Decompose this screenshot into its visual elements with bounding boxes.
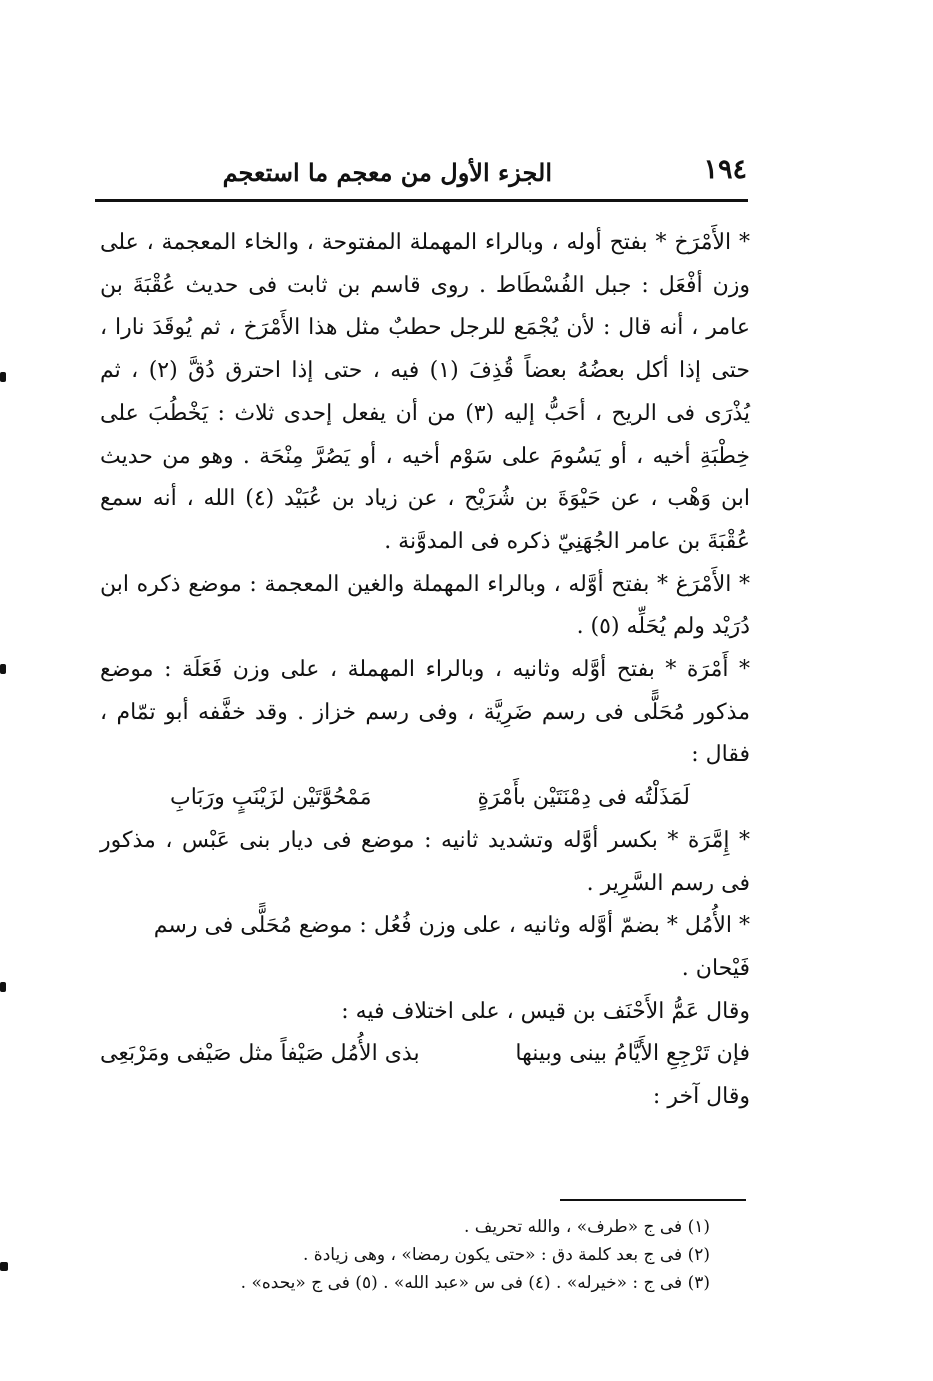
verse-hemistich-first: لَمَذَلْتُه فى دِمْنَتَيْن بأَمْرَةٍ bbox=[477, 785, 690, 811]
footnotes bbox=[180, 1213, 710, 1297]
footnote-rule bbox=[560, 1199, 746, 1201]
entry-amrakh: * الأَمْرَخ * بفتح أوله ، وبالراء المهملة المفتوحة ، والخاء المعجمة ، على وزن أفْعَل : جبل الفُسْطَاط . روى قاسم بن ثابت فى حديث عُقْبَةَ بن عامر ، أنه قال : لأن يُجْمَع للرجل حطبٌ مثل هذا الأَمْرَخ ، ثم يُوقَدَ نارا ، حتى إذا أكل بعضُهُ بعضاً قُذِفَ (١) فيه ، حتى إذا احترق دُقَّ (٢) ، ثم يُذْرَى فى الريح ، أحَبُّ إليه (٣) من أن يفعل إحدى ثلاث : يَخْطُبَ على خِطْبَةِ أخيه ، أو يَسُومَ على سَوْم أخيه ، أو يَصُرَّ مِنْحَة . وهو من حديث ابن وَهْب ، عن حَيْوَةَ بن شُرَيْح ، عن زياد بن عُبَيْد (٤) الله ، أنه سمع عُقْبَةَ بن عامر الجُهَنِيّ ذكره فى المدوَّنة . bbox=[100, 230, 750, 554]
scan-edge-mark bbox=[0, 664, 6, 674]
entry-umul: * الأُمُل * بضمّ أوَّله وثانيه ، على وزن فُعُل : موضع مُحَلًّى فى رسم فَيْحان . bbox=[153, 913, 750, 981]
scan-edge-mark bbox=[0, 372, 6, 382]
page-header bbox=[95, 152, 747, 196]
header-rule bbox=[95, 199, 748, 202]
scan-edge-mark bbox=[0, 1262, 8, 1271]
verse-line bbox=[100, 777, 750, 820]
footnote: (٣) فى ج : «خيرله» . (٤) فى س «عبد الله» . (٥) فى ج «يحده» . bbox=[240, 1273, 710, 1293]
verse-hemistich-second: بذى الأُمُل صَيْفاً مثل صَيْفى ومَرْبَعِى bbox=[100, 1041, 420, 1067]
entry-amra: * أَمْرَة * بفتح أوَّله وثانيه ، وبالراء المهملة ، على وزن فَعَلَة : موضع مذكور مُحَلًّى فى رسم ضَرِيَّة ، وفى رسم خزاز . وقد خفَّفه أبو تمّام ، فقال : bbox=[100, 657, 750, 768]
verse-line bbox=[100, 1033, 750, 1076]
running-title: الجزء الأول من معجم ما استعجم bbox=[222, 158, 552, 187]
entry-immara: * إِمَّرَة * بكسر أوَّله وتشديد ثانيه : موضع فى ديار بنى عَبْس ، مذكور فى رسم السَّرِير . bbox=[100, 827, 750, 896]
footnote: (٢) فى ج بعد كلمة دق : «حتى يكون رمضا» ، وهى زيادة . bbox=[302, 1245, 710, 1265]
verse-hemistich-second: مَمْحُوَّتَيْن لزَيْنَبٍ ورَبَابِ bbox=[170, 785, 372, 811]
scan-edge-mark bbox=[0, 982, 6, 992]
page-number: ١٩٤ bbox=[703, 154, 747, 185]
closing-line: وقال آخر : bbox=[652, 1084, 750, 1110]
verse-intro: وقال عَمُّ الأَحْنَف بن قيس ، على اختلاف فيه : bbox=[341, 998, 750, 1024]
entry-amragh: * الأَمْرَغ * بفتح أوَّله ، وبالراء المهملة والغين المعجمة : موضع ذكره ابن دُرَيْد ولم يُحَلِّه (٥) . bbox=[100, 571, 750, 640]
footnote: (١) فى ج «طرف» ، والله تحريف . bbox=[463, 1217, 710, 1237]
main-text bbox=[100, 222, 750, 1119]
verse-hemistich-first: فإن تَرْجِعِ الأَيَّامُ بينى وبينها bbox=[515, 1041, 750, 1067]
